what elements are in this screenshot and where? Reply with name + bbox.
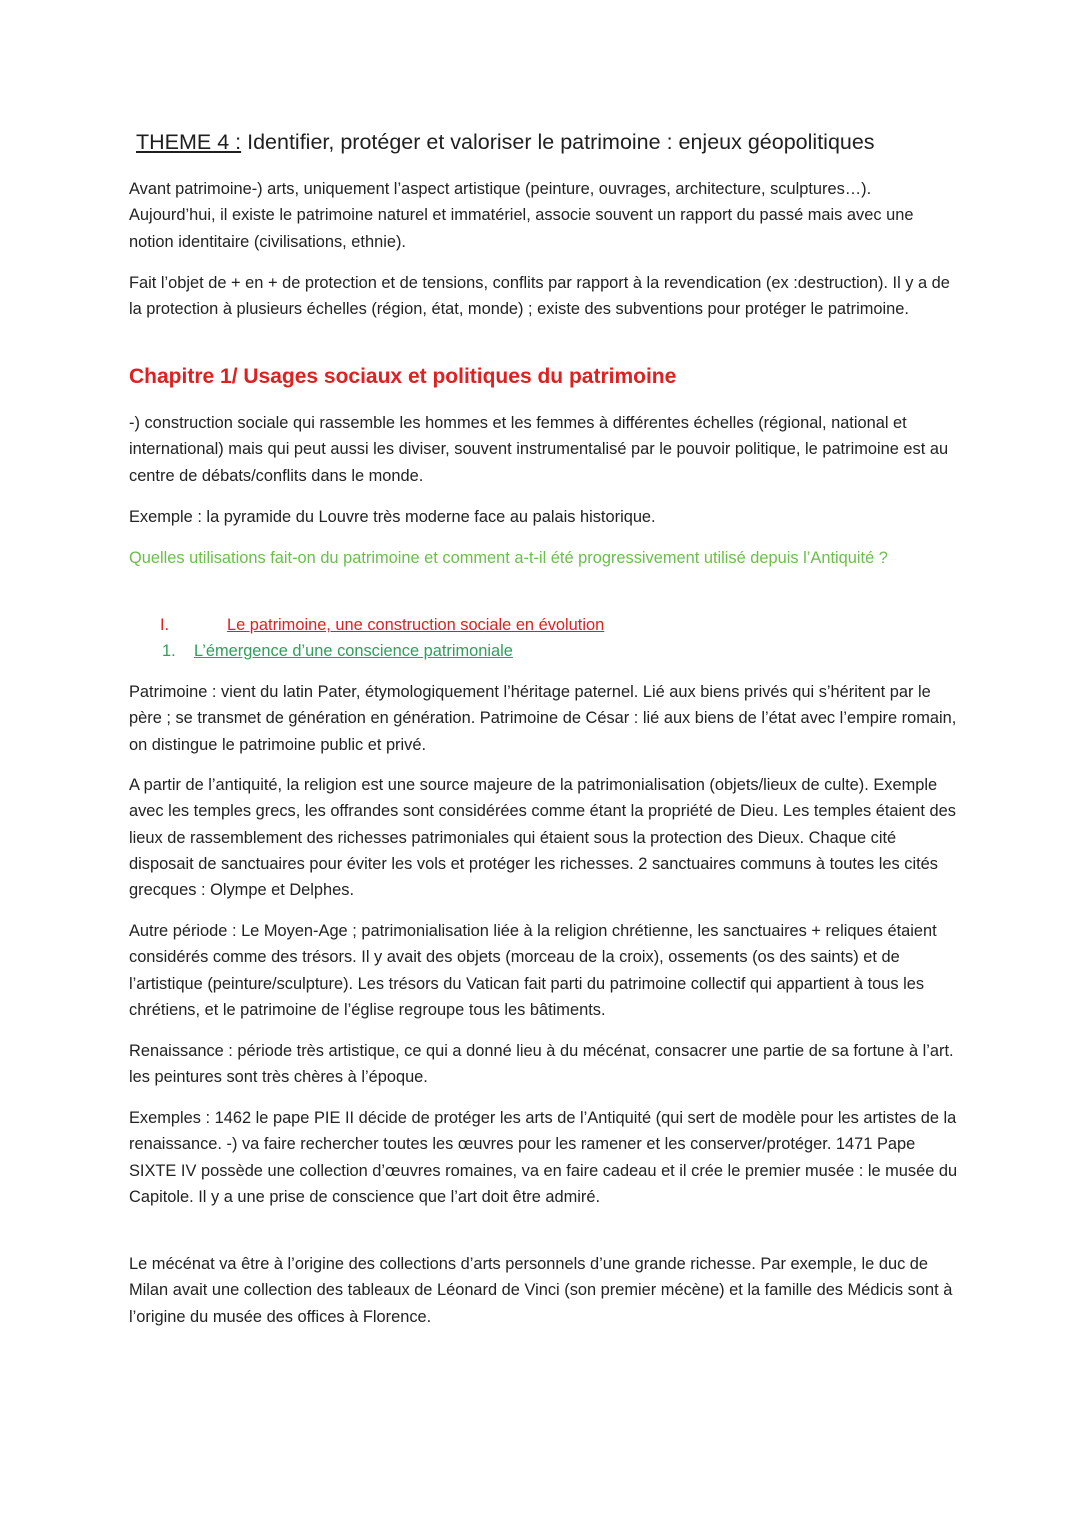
body-paragraph-exemples: Exemples : 1462 le pape PIE II décide de protéger les arts de l’Antiquité (qui sert de modèle pour les artistes de la renaissance. -) va faire rechercher toutes les œuvres pour les ramener et les conserver/protéger. 1471 Pape SIXTE IV possède une collection d’œuvres romaines, va en faire cadeau et il crée le premier musée : le musée du Capitole. Il y a une prise de conscience que l’art doit être admiré. — [129, 1109, 958, 1206]
part-heading: Le patrimoine, une construction sociale en évolution — [227, 616, 605, 634]
document-title — [136, 130, 1036, 155]
body-paragraph-antiquite: A partir de l’antiquité, la religion est une source majeure de la patrimonialisation (objets/lieux de culte). Exemple avec les temples grecs, les offrandes sont considérées comme étant la propriété de Dieu. Les temples étaient des lieux de rassemblement des richesses patrimoniales qui étaient sous la protection des Dieux. Chaque cité disposait de sanctuaires pour éviter les vols et protéger les richesses. 2 sanctuaires communs à toutes les cités grecques : Olympe et Delphes. — [129, 776, 956, 900]
body-paragraph-mecenat: Le mécénat va être à l’origine des collections d’arts personnels d’une grande richesse. Par exemple, le duc de Milan avait une collection des tableaux de Léonard de Vinci (son premier mécène) et la famille des Médicis sont à l’origine du musée des offices à Florence. — [129, 1255, 953, 1326]
subsection-heading: L’émergence d’une conscience patrimoniale — [194, 642, 513, 660]
problem-question: Quelles utilisations fait-on du patrimoine et comment a-t-il été progressivement utilisé depuis l’Antiquité ? — [129, 549, 888, 567]
body-paragraph-renaissance: Renaissance : période très artistique, ce qui a donné lieu à du mécénat, consacrer une partie de sa fortune à l’art. les peintures sont très chères à l’époque. — [129, 1042, 954, 1087]
chapter-intro-paragraph: -) construction sociale qui rassemble les hommes et les femmes à différentes échelles (régional, national et international) mais qui peut aussi les diviser, souvent instrumentalisé par le pouvoir politique, le patrimoine est au centre de débats/conflits dans le monde. — [129, 414, 949, 485]
chapter-title: Chapitre 1/ Usages sociaux et politiques du patrimoine — [129, 365, 677, 388]
theme-title-text: Identifier, protéger et valoriser le patrimoine : enjeux géopolitiques — [241, 130, 875, 154]
outline-part-1 — [160, 612, 605, 638]
part-number: I. — [160, 616, 170, 634]
intro-paragraph-2: Fait l’objet de + en + de protection et de tensions, conflits par rapport à la revendication (ex :destruction). Il y a de la protection à plusieurs échelles (région, état, monde) ; existe des subventions pour protéger le patrimoine. — [129, 274, 950, 319]
theme-label: THEME 4 : — [136, 130, 242, 154]
body-paragraph-patrimoine: Patrimoine : vient du latin Pater, étymologiquement l’héritage paternel. Lié aux biens privés qui s’héritent par le père ; se transmet de génération en génération. Patrimoine de César : lié aux biens de l’état avec l’empire romain, on distingue le patrimoine public et privé. — [129, 683, 957, 754]
intro-paragraph-1: Avant patrimoine-) arts, uniquement l’aspect artistique (peinture, ouvrages, architecture, sculptures…). Aujourd’hui, il existe le patrimoine naturel et immatériel, associe souvent un rapport du passé mais avec une notion identitaire (civilisations, ethnie). — [129, 180, 914, 251]
example-paragraph: Exemple : la pyramide du Louvre très moderne face au palais historique. — [129, 508, 656, 526]
outline-subsection-1 — [162, 638, 513, 664]
body-paragraph-moyen-age: Autre période : Le Moyen-Age ; patrimonialisation liée à la religion chrétienne, les sanctuaires + reliques étaient considérés comme des trésors. Il y avait des objets (morceau de la croix), ossements (os des saints) et de l’artistique (peinture/sculpture). Les trésors du Vatican fait parti du patrimoine collectif qui appartient à tous les chrétiens, et le patrimoine de l’église regroupe tous les bâtiments. — [129, 922, 937, 1019]
subsection-number: 1. — [162, 642, 176, 660]
